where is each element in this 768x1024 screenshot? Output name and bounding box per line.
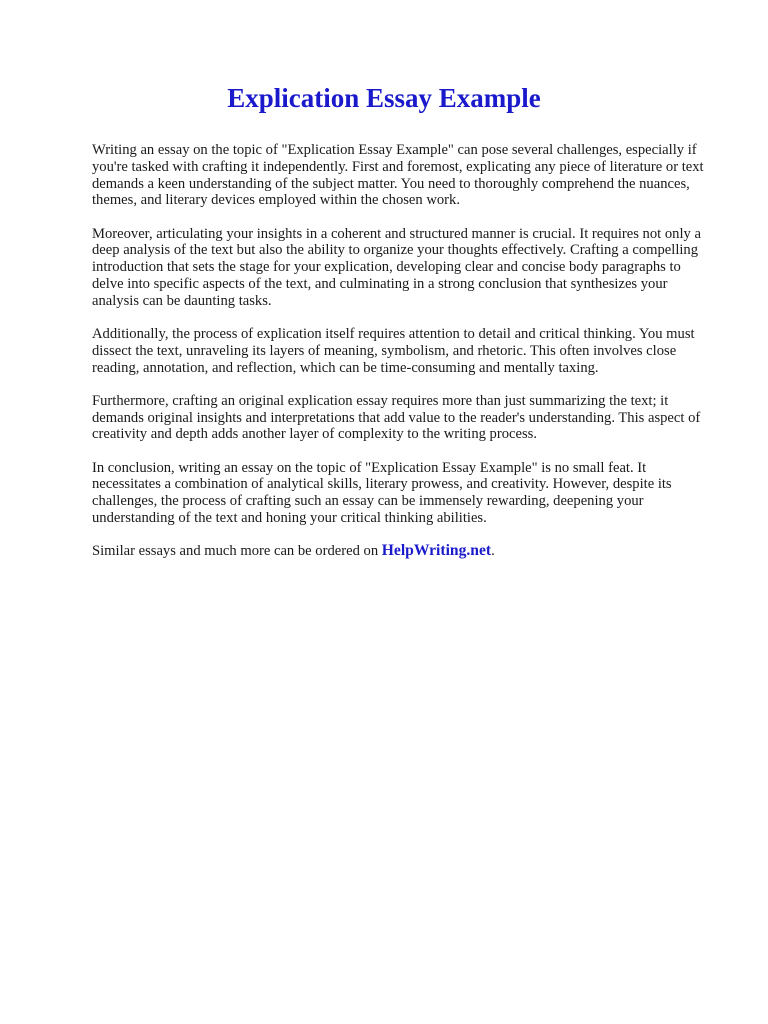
- page-title: Explication Essay Example: [227, 83, 541, 113]
- essay-body: [92, 142, 716, 560]
- closing-line: [92, 543, 716, 560]
- paragraph-1: Writing an essay on the topic of "Explication Essay Example" can pose several challenges, especially if you're tasked with crafting it independently. First and foremost, explicating any piece of literature or text demands a keen understanding of the subject matter. You need to thoroughly comprehend the nuances, themes, and literary devices employed within the chosen work.: [92, 142, 704, 209]
- paragraph-2: Moreover, articulating your insights in a coherent and structured manner is crucial. It requires not only a deep analysis of the text but also the ability to organize your thoughts effectively. Crafting a compelling introduction that sets the stage for your explication, developing clear and concise body paragraphs to delve into specific aspects of the text, and culminating in a strong conclusion that synthesizes your analysis can be daunting tasks.: [92, 225, 701, 309]
- paragraph-5: In conclusion, writing an essay on the topic of "Explication Essay Example" is no small feat. It necessitates a combination of analytical skills, literary prowess, and creativity. However, despite its challenges, the process of crafting such an essay can be immensely rewarding, deepening your understanding of the text and honing your critical thinking abilities.: [92, 459, 672, 526]
- helpwriting-link[interactable]: HelpWriting.net: [381, 542, 492, 560]
- closing-suffix: .: [491, 543, 495, 560]
- closing-prefix: Similar essays and much more can be ordered on: [92, 543, 382, 560]
- paragraph-3: Additionally, the process of explication itself requires attention to detail and critical thinking. You must dissect the text, unraveling its layers of meaning, symbolism, and rhetoric. This often involves close reading, annotation, and reflection, which can be time-consuming and mentally taxing.: [92, 325, 695, 376]
- paragraph-4: Furthermore, crafting an original explication essay requires more than just summarizing the text; it demands original insights and interpretations that add value to the reader's understanding. This aspect of creativity and depth adds another layer of complexity to the writing process.: [92, 392, 701, 443]
